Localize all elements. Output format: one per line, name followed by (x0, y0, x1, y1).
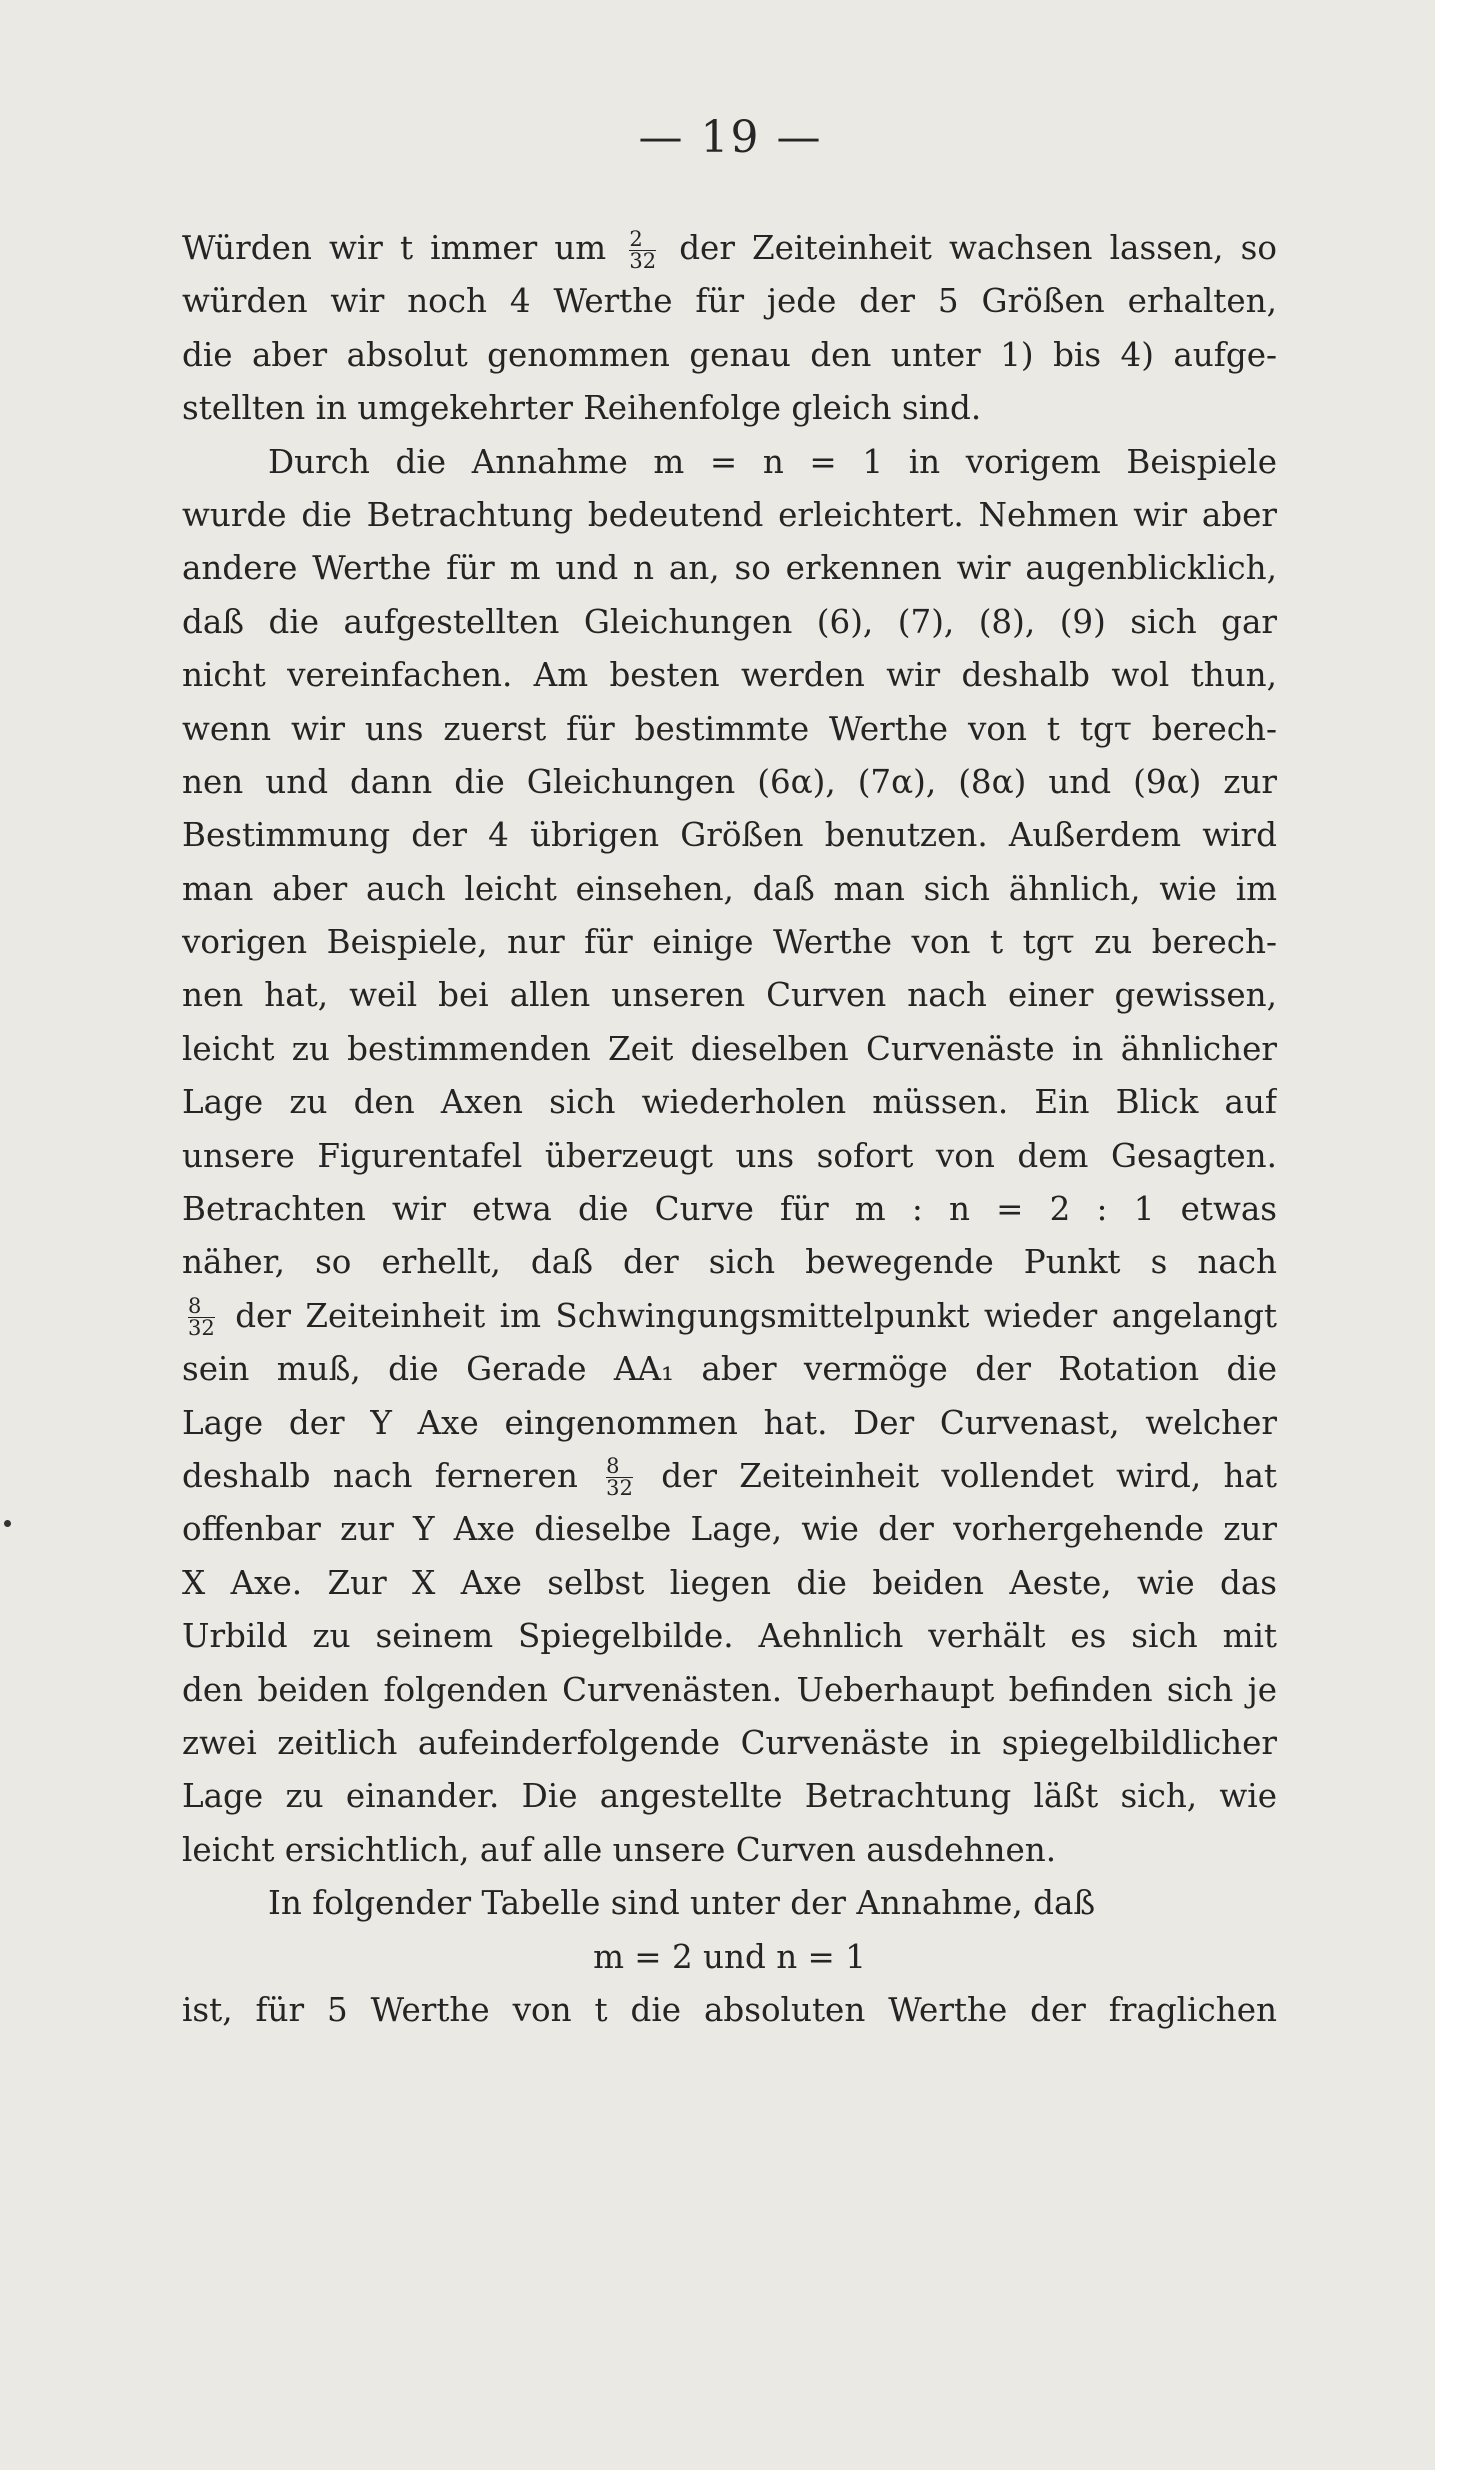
text-line: Betrachten wir etwa die Curve für m : n = 2 : 1 etwas (182, 1190, 1277, 1229)
fraction-denominator: 32 (629, 248, 657, 273)
fraction-numerator: 8 (606, 1454, 620, 1479)
fraction-2-32 (629, 226, 657, 273)
fraction-numerator: 8 (188, 1294, 202, 1319)
fraction-8-32 (606, 1456, 633, 1499)
text-line: daß die aufgestellten Gleichungen (6), (7), (8), (9) sich gar (182, 602, 1277, 641)
text-line: Lage zu den Axen sich wiederholen müssen. Ein Blick auf (182, 1083, 1277, 1122)
text-line: Lage zu einander. Die angestellte Betrachtung läßt sich, wie (182, 1777, 1277, 1816)
text-line: wenn wir uns zuerst für bestimmte Werthe von t tgτ berech- (182, 709, 1277, 748)
text-line: würden wir noch 4 Werthe für jede der 5 Größen erhalten, (182, 282, 1277, 321)
text-line: die aber absolut genommen genau den unter 1) bis 4) aufge- (182, 335, 1277, 374)
text-line: Lage der Y Axe eingenommen hat. Der Curvenast, welcher (182, 1403, 1277, 1442)
text-line (182, 222, 1277, 275)
formula-line: m = 2 und n = 1 (593, 1937, 866, 1976)
text-line: nicht vereinfachen. Am besten werden wir deshalb wol thun, (182, 656, 1277, 695)
text-line: Urbild zu seinem Spiegelbilde. Aehnlich verhält es sich mit (182, 1617, 1277, 1656)
page-number: — 19 — (638, 112, 823, 163)
text-line: offenbar zur Y Axe dieselbe Lage, wie der vorhergehende zur (182, 1510, 1277, 1549)
text-line (182, 1290, 1277, 1343)
text-line: leicht zu bestimmenden Zeit dieselben Curvenäste in ähnlicher (182, 1029, 1277, 1068)
stray-ink-dot (4, 1520, 11, 1527)
text-line: X Axe. Zur X Axe selbst liegen die beiden Aeste, wie das (182, 1563, 1277, 1602)
fraction-8-32 (188, 1296, 215, 1339)
fraction-denominator: 32 (606, 1476, 633, 1501)
text-line: ist, für 5 Werthe von t die absoluten Werthe der fraglichen (182, 1990, 1277, 2029)
text-line: andere Werthe für m und n an, so erkennen wir augenblicklich, (182, 549, 1277, 588)
text-line: In folgender Tabelle sind unter der Annahme, daß (268, 1884, 1096, 1923)
text-line: den beiden folgenden Curvenästen. Ueberhaupt befinden sich je (182, 1670, 1277, 1709)
text-line (182, 1450, 1277, 1503)
text-line: nen und dann die Gleichungen (6α), (7α), (8α) und (9α) zur (182, 762, 1277, 801)
text-segment: der Zeiteinheit vollendet wird, hat (661, 1456, 1277, 1495)
text-segment: der Zeiteinheit wachsen lassen, so (679, 229, 1277, 267)
text-line: zwei zeitlich aufeinderfolgende Curvenäste in spiegelbildlicher (182, 1723, 1277, 1762)
text-segment: Würden wir t immer um (182, 229, 607, 267)
text-line: wurde die Betrachtung bedeutend erleichtert. Nehmen wir aber (182, 495, 1277, 534)
text-line: leicht ersichtlich, auf alle unsere Curven ausdehnen. (182, 1830, 1057, 1869)
text-line: unsere Figurentafel überzeugt uns sofort von dem Gesagten. (182, 1136, 1277, 1175)
fraction-denominator: 32 (188, 1316, 215, 1341)
text-segment: deshalb nach ferneren (182, 1456, 578, 1495)
paper-edge (1435, 0, 1461, 2470)
text-segment: der Zeiteinheit im Schwingungsmittelpunkt wieder angelangt (235, 1296, 1277, 1335)
text-line: Bestimmung der 4 übrigen Größen benutzen. Außerdem wird (182, 816, 1277, 855)
fraction-numerator: 2 (629, 226, 643, 251)
text-line: stellten in umgekehrter Reihenfolge gleich sind. (182, 389, 982, 428)
text-line: näher, so erhellt, daß der sich bewegende Punkt s nach (182, 1243, 1277, 1282)
body-text (182, 222, 1277, 2037)
text-line: nen hat, weil bei allen unseren Curven nach einer gewissen, (182, 976, 1277, 1015)
text-line: vorigen Beispiele, nur für einige Werthe von t tgτ zu berech- (182, 923, 1277, 962)
text-line: man aber auch leicht einsehen, daß man sich ähnlich, wie im (182, 869, 1277, 908)
text-line: Durch die Annahme m = n = 1 in vorigem Beispiele (268, 442, 1277, 481)
text-line: sein muß, die Gerade AA₁ aber vermöge der Rotation die (182, 1350, 1277, 1389)
